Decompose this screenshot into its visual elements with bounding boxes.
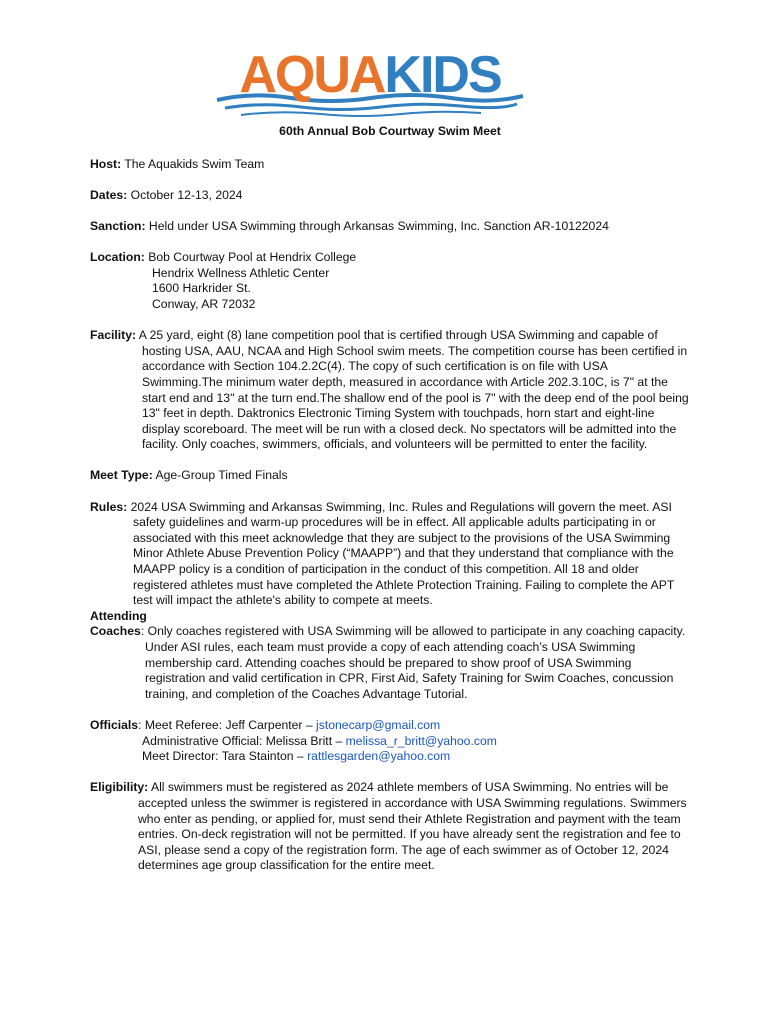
official-row-text: : Meet Referee: Jeff Carpenter – (138, 717, 317, 732)
eligibility-label: Eligibility: (90, 780, 149, 795)
dates-value: October 12-13, 2024 (127, 187, 243, 202)
officials-label: Officials (90, 717, 139, 732)
location-line: 1600 Harkrider St. (152, 281, 251, 296)
eligibility-value: All swimmers must be registered as 2024 athlete members of USA Swimming. No entries will be accepted unless the swimmer is registered in accordance with USA Swimming regulations. Swimmers who enter as pending, or applied for, must send their Athlete Registration and payment with the team entries. On-deck registration will not be permitted. If you have already sent the registration and fee to ASI, please send a copy of the registration form. The age of each swimmer as of October 12, 2024 determines age group classification for the entire meet. (138, 780, 687, 873)
sanction-value: Held under USA Swimming through Arkansas Swimming, Inc. Sanction AR-10122024 (145, 218, 609, 233)
meet-type-field (90, 468, 690, 484)
sanction-field (90, 219, 690, 235)
coaches-field (90, 609, 690, 703)
official-email-link[interactable]: melissa_r_britt@yahoo.com (345, 733, 497, 748)
official-email-link[interactable]: jstonecarp@gmail.com (316, 717, 441, 732)
rules-label: Rules: (90, 499, 128, 514)
host-value: The Aquakids Swim Team (121, 156, 265, 171)
sanction-label: Sanction: (90, 218, 146, 233)
official-row-text: Administrative Official: Melissa Britt – (142, 733, 346, 748)
meet-document (90, 124, 690, 890)
dates-field (90, 188, 690, 204)
location-line: Hendrix Wellness Athletic Center (152, 265, 330, 280)
official-email-link[interactable]: rattlesgarden@yahoo.com (307, 749, 451, 764)
dates-label: Dates: (90, 187, 128, 202)
facility-field (90, 328, 690, 453)
location-line: Conway, AR 72032 (152, 296, 256, 311)
rules-field (90, 500, 690, 609)
location-line: Bob Courtway Pool at Hendrix College (148, 250, 357, 265)
logo-text: AQUAKIDS (239, 48, 501, 104)
coaches-value: : Only coaches registered with USA Swimming will be allowed to participate in any coaching capacity. Under ASI rules, each team must provide a copy of each attending coach’s USA Swimming membership card. Attending coaches should be prepared to show proof of USA Swimming registration and valid certification in CPR, First Aid, Safety Training for Swim Coaches, concussion training, and completion of the Coaches Advantage Tutorial. (140, 624, 686, 701)
location-field (90, 250, 690, 312)
official-row-text: Meet Director: Tara Stainton – (142, 749, 308, 764)
page-title: 60th Annual Bob Courtway Swim Meet (279, 124, 501, 138)
rules-value: 2024 USA Swimming and Arkansas Swimming, Inc. Rules and Regulations will govern the meet. ASI safety guidelines and warm-up procedures will be in effect. All applicable adults participating in or associated with this meet acknowledge that they are subject to the provisions of the USA Swimming Minor Athlete Abuse Prevention Policy (“MAAPP”) and that they understand that compliance with the MAAPP policy is a condition of participation in the conduct of this competition. All 18 and older registered athletes must have completed the Athlete Protection Training. Failing to complete the APT test will impact the athlete's ability to compete at meets. (127, 499, 675, 608)
host-label: Host: (90, 156, 122, 171)
facility-label: Facility: (90, 328, 137, 343)
facility-value: A 25 yard, eight (8) lane competition pool that is certified through USA Swimming and capable of hosting USA, AAU, NCAA and High School swim meets. The competition course has been certified in accordance with Section 104.2.2C(4). The copy of such certification is on file with USA Swimming.The minimum water depth, measured in accordance with Article 202.3.10C, is 7" at the start end and 13" at the turn end.The shallow end of the pool is 7" with the deep end of the pool being 13" feet in depth. Daktronics Electronic Timing System with touchpads, horn start and eight-line display scoreboard. The meet will be run with a closed deck. No spectators will be admitted into the facility. Only coaches, swimmers, officials, and volunteers will be permitted to enter the facility. (136, 328, 689, 452)
officials-field (90, 718, 690, 765)
aquakids-logo (211, 48, 529, 118)
eligibility-field (90, 780, 690, 874)
meet-type-value: Age-Group Timed Finals (152, 468, 288, 483)
location-label: Location: (90, 250, 145, 265)
host-field (90, 157, 690, 173)
coaches-label-line1: Attending (90, 608, 147, 623)
coaches-label-line2: Coaches (90, 624, 141, 639)
meet-type-label: Meet Type: (90, 468, 153, 483)
